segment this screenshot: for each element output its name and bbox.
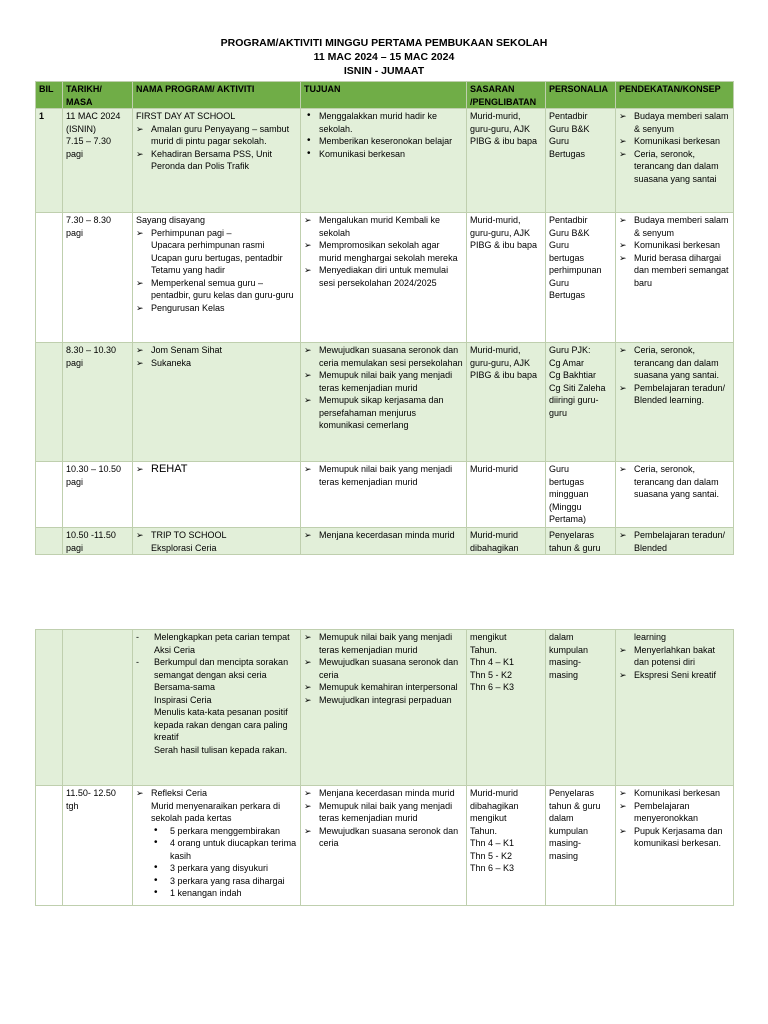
list-item: ➢ Jom Senam Sihat: [136, 344, 297, 357]
cell-tarikh: 7.30 – 8.30 pagi: [63, 213, 133, 343]
table-row: [36, 109, 734, 213]
list-item: ➢ Komunikasi berkesan: [619, 787, 730, 800]
cell-sasaran: Murid-murid, guru-guru, AJK PIBG & ibu bapa: [467, 109, 546, 213]
cell-tujuan: [301, 109, 467, 213]
table-row: [36, 213, 734, 343]
list-item: ➢ Menyerlahkan bakat dan potensi diri: [619, 644, 730, 669]
cell-pendekatan: [616, 528, 734, 555]
list-item: ➢ Memperkenal semua guru – pentadbir, guru kelas dan guru-guru: [136, 277, 297, 302]
list-item: ➢ Mengalukan murid Kembali ke sekolah: [304, 214, 463, 239]
cell-sasaran: Murid-murid: [467, 462, 546, 528]
list-item: - Melengkapkan peta carian tempat: [136, 631, 297, 644]
list-item: ➢ Ceria, seronok, terancang dan dalam suasana yang santai: [619, 148, 730, 186]
list-item: ➢ Refleksi Ceria: [136, 787, 297, 800]
list-item: ➢ Ekspresi Seni kreatif: [619, 669, 730, 682]
header-pendekatan: PENDEKATAN/KONSEP: [616, 82, 734, 109]
list-item: ➢ Memupuk nilai baik yang menjadi teras kemenjadian murid: [304, 631, 463, 656]
list-item: ➢ Menjana kecerdasan minda murid: [304, 529, 463, 542]
cell-tujuan: [301, 630, 467, 786]
list-item: ➢ Ceria, seronok, terancang dan dalam suasana yang santai.: [619, 344, 730, 382]
cell-tarikh: 11 MAC 2024 (ISNIN) 7.15 – 7.30 pagi: [63, 109, 133, 213]
cell-program: [133, 462, 301, 528]
cell-personalia: Pentadbir Guru B&K Guru bertugas perhimpunan Guru Bertugas: [546, 213, 616, 343]
cell-program: ➢ Refleksi Ceria Murid menyenaraikan perkara di sekolah pada kertas • 5 perkara menggembirakan • 4 orang untuk diucapkan terima kasih • 3 perkara yang disyukuri • 3 perkara yang rasa dihargai • 1 kenangan indah: [133, 786, 301, 906]
header-bil: BIL: [36, 82, 63, 109]
list-item: ➢ Perhimpunan pagi –: [136, 227, 297, 240]
cell-sasaran: Murid-murid, guru-guru, AJK PIBG & ibu bapa: [467, 343, 546, 462]
list-item: ➢ Mempromosikan sekolah agar murid menghargai sekolah mereka: [304, 239, 463, 264]
cell-tarikh: 8.30 – 10.30 pagi: [63, 343, 133, 462]
table-row: [36, 528, 734, 555]
cell-bil: 1: [36, 109, 63, 213]
cell-pendekatan: [616, 213, 734, 343]
cell-program: Sayang disayang ➢ Perhimpunan pagi – Upacara perhimpunan rasmi Ucapan guru bertugas, pentadbir Tetamu yang hadir ➢ Memperkenal semua guru – pentadbir, guru kelas dan guru-guru ➢ Pengurusan Kelas: [133, 213, 301, 343]
list-item: ➢ Mewujudkan suasana seronok dan ceria: [304, 656, 463, 681]
cell-sasaran: Murid-murid dibahagikan: [467, 528, 546, 555]
schedule-table-page-1: [35, 81, 734, 555]
list-item: • 1 kenangan indah: [136, 887, 297, 900]
cell-pendekatan: [616, 343, 734, 462]
cell-program: - Melengkapkan peta carian tempat Aksi Ceria - Berkumpul dan mencipta sorakan semangat dengan aksi ceria Bersama-sama Inspirasi Ceria Menulis kata-kata pesanan positif kepada rakan dengan cara paling kreatif Serah hasil tulisan kepada rakan.: [133, 630, 301, 786]
table-row: [36, 630, 734, 786]
list-item: ➢ REHAT: [136, 463, 297, 476]
cell-personalia: Guru PJK: Cg Amar Cg Bakhtiar Cg Siti Zaleha diiringi guru-guru: [546, 343, 616, 462]
list-item: ➢ Murid berasa dihargai dan memberi semangat baru: [619, 252, 730, 290]
list-item: ➢ Pembelajaran menyeronokkan: [619, 800, 730, 825]
cell-pendekatan: [616, 462, 734, 528]
list-item: ➢ Memupuk nilai baik yang menjadi teras kemenjadian murid: [304, 369, 463, 394]
list-item: • 4 orang untuk diucapkan terima kasih: [136, 837, 297, 862]
list-item: ➢ Komunikasi berkesan: [619, 135, 730, 148]
cell-program: FIRST DAY AT SCHOOL ➢ Amalan guru Penyayang – sambut murid di pintu pagar sekolah. ➢ Kehadiran Bersama PSS, Unit Peronda dan Polis Trafik: [133, 109, 301, 213]
cell-tujuan: [301, 528, 467, 555]
cell-sasaran: Murid-murid dibahagikan mengikut Tahun. Thn 4 – K1 Thn 5 - K2 Thn 6 – K3: [467, 786, 546, 906]
cell-personalia: Penyelaras tahun & guru: [546, 528, 616, 555]
list-item: • Komunikasi berkesan: [304, 148, 463, 161]
list-item: ➢ Amalan guru Penyayang – sambut murid di pintu pagar sekolah.: [136, 123, 297, 148]
list-item: ➢ Memupuk sikap kerjasama dan persefahaman menjurus komunikasi cemerlang: [304, 394, 463, 432]
list-item: • 3 perkara yang rasa dihargai: [136, 875, 297, 888]
title-line-3: ISNIN - JUMAAT: [343, 65, 425, 77]
cell-pendekatan: [616, 786, 734, 906]
list-item: ➢ Menjana kecerdasan minda murid: [304, 787, 463, 800]
list-item: ➢ Pembelajaran teradun/ Blended learning.: [619, 382, 730, 407]
cell-pendekatan: [616, 109, 734, 213]
table-row: [36, 462, 734, 528]
list-item: ➢ TRIP TO SCHOOL: [136, 529, 297, 542]
list-item: ➢ Memupuk nilai baik yang menjadi teras kemenjadian murid: [304, 800, 463, 825]
list-item: • 3 perkara yang disyukuri: [136, 862, 297, 875]
list-item: ➢ Mewujudkan suasana seronok dan ceria memulakan sesi persekolahan: [304, 344, 463, 369]
cell-sasaran: Murid-murid, guru-guru, AJK PIBG & ibu bapa: [467, 213, 546, 343]
list-item: ➢ Sukaneka: [136, 357, 297, 370]
list-item: ➢ Budaya memberi salam & senyum: [619, 110, 730, 135]
list-item: ➢ Kehadiran Bersama PSS, Unit Peronda dan Polis Trafik: [136, 148, 297, 173]
title-line-1: PROGRAM/AKTIVITI MINGGU PERTAMA PEMBUKAAN SEKOLAH: [220, 37, 548, 49]
list-item: ➢ Memupuk nilai baik yang menjadi teras kemenjadian murid: [304, 463, 463, 488]
header-tarikh: TARIKH/ MASA: [63, 82, 133, 109]
list-item: ➢ Mewujudkan suasana seronok dan ceria: [304, 825, 463, 850]
list-item: ➢ Ceria, seronok, terancang dan dalam suasana yang santai.: [619, 463, 730, 501]
cell-sasaran: mengikut Tahun. Thn 4 – K1 Thn 5 - K2 Thn 6 – K3: [467, 630, 546, 786]
cell-tujuan: [301, 786, 467, 906]
title-line-2: 11 MAC 2024 – 15 MAC 2024: [313, 51, 455, 63]
cell-tarikh: 10.50 -11.50 pagi: [63, 528, 133, 555]
cell-personalia: Pentadbir Guru B&K Guru Bertugas: [546, 109, 616, 213]
cell-personalia: Penyelaras tahun & guru dalam kumpulan masing- masing: [546, 786, 616, 906]
table-row: [36, 343, 734, 462]
cell-tujuan: [301, 462, 467, 528]
list-item: • 5 perkara menggembirakan: [136, 825, 297, 838]
document-title: [0, 36, 768, 78]
list-item: ➢ Menyediakan diri untuk memulai sesi persekolahan 2024/2025: [304, 264, 463, 289]
cell-pendekatan: learning ➢ Menyerlahkan bakat dan potensi diri ➢ Ekspresi Seni kreatif: [616, 630, 734, 786]
list-item: • Memberikan keseronokan belajar: [304, 135, 463, 148]
cell-tujuan: [301, 343, 467, 462]
list-item: • Menggalakkan murid hadir ke sekolah.: [304, 110, 463, 135]
cell-program: [133, 343, 301, 462]
header-personalia: PERSONALIA: [546, 82, 616, 109]
cell-program: ➢ TRIP TO SCHOOL Eksplorasi Ceria: [133, 528, 301, 555]
table-row: [36, 786, 734, 906]
header-tujuan: TUJUAN: [301, 82, 467, 109]
list-item: ➢ Memupuk kemahiran interpersonal: [304, 681, 463, 694]
cell-personalia: dalam kumpulan masing- masing: [546, 630, 616, 786]
list-item: ➢ Pupuk Kerjasama dan komunikasi berkesan.: [619, 825, 730, 850]
header-sasaran: SASARAN /PENGLIBATAN: [467, 82, 546, 109]
list-item: ➢ Komunikasi berkesan: [619, 239, 730, 252]
list-item: ➢ Pengurusan Kelas: [136, 302, 297, 315]
list-item: ➢ Mewujudkan integrasi perpaduan: [304, 694, 463, 707]
cell-tarikh: 10.30 – 10.50 pagi: [63, 462, 133, 528]
list-item: - Berkumpul dan mencipta sorakan semangat dengan aksi ceria Bersama-sama: [136, 656, 297, 694]
cell-tujuan: [301, 213, 467, 343]
cell-personalia: Guru bertugas mingguan (Minggu Pertama): [546, 462, 616, 528]
list-item: ➢ Pembelajaran teradun/ Blended: [619, 529, 730, 554]
table-header-row: [36, 82, 734, 109]
list-item: ➢ Budaya memberi salam & senyum: [619, 214, 730, 239]
cell-tarikh: 11.50- 12.50 tgh: [63, 786, 133, 906]
schedule-table-page-2: [35, 629, 734, 906]
header-program: NAMA PROGRAM/ AKTIVITI: [133, 82, 301, 109]
